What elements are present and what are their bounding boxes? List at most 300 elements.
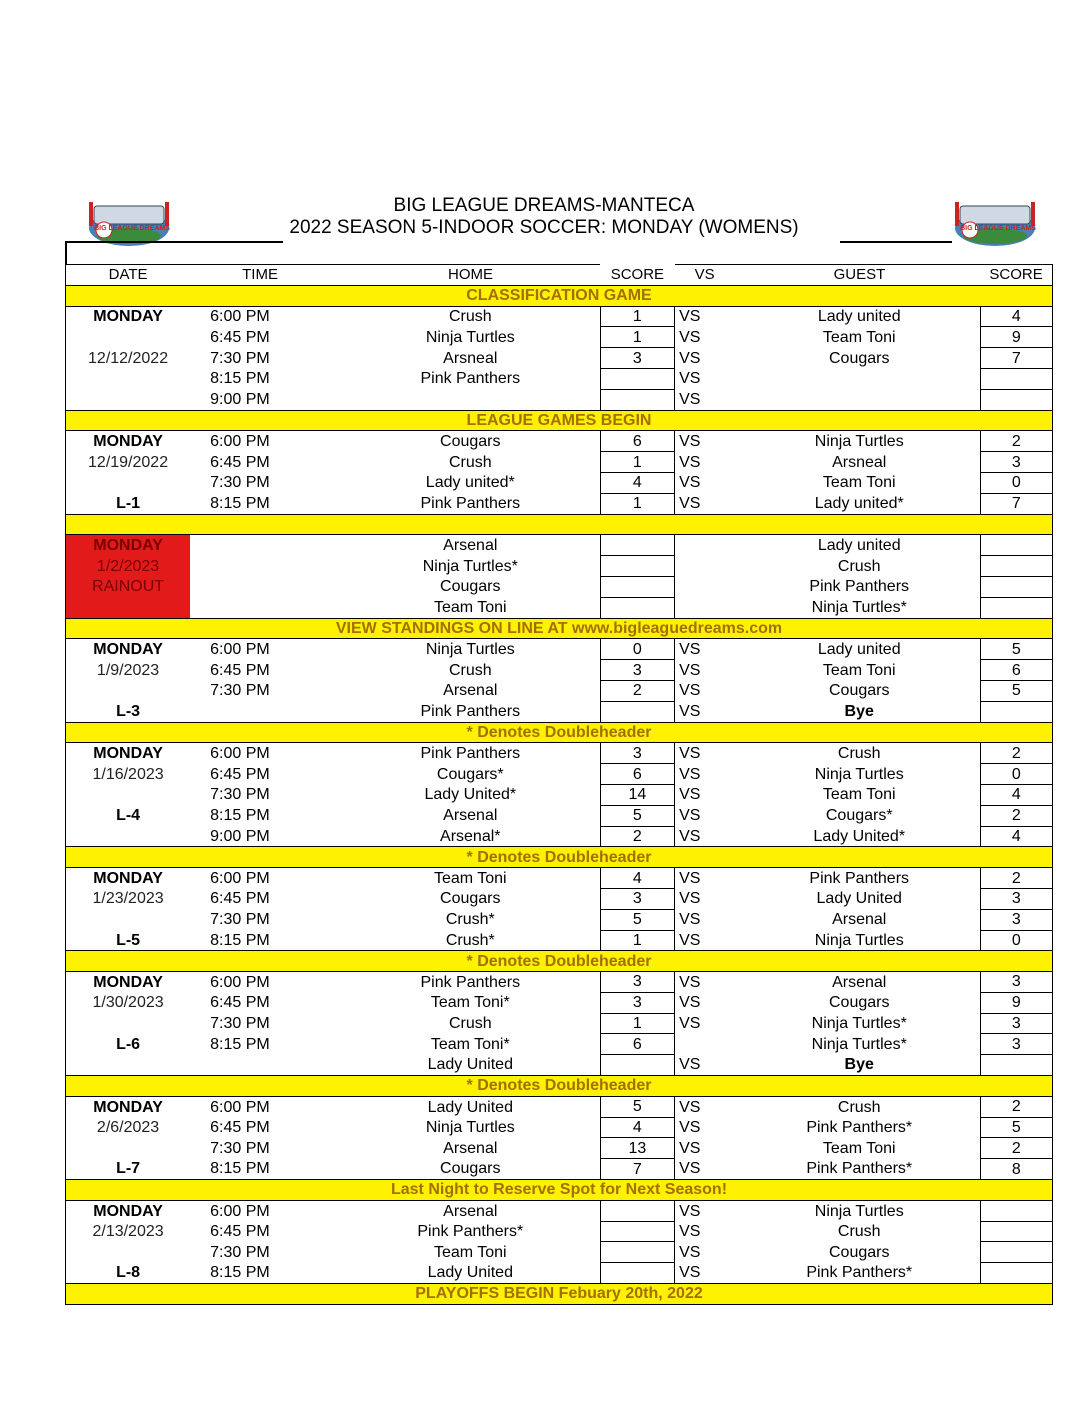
col-guest: GUEST bbox=[739, 265, 980, 286]
guest-team: Arsenal bbox=[832, 911, 887, 929]
game-time: 6:45 PM bbox=[210, 328, 270, 346]
game-row bbox=[66, 784, 1053, 805]
game-row bbox=[66, 639, 1053, 660]
vs-label: VS bbox=[679, 786, 701, 804]
home-score bbox=[600, 576, 674, 597]
home-team: Ninja Turtles bbox=[425, 1119, 515, 1137]
guest-team: Ninja Turtles* bbox=[811, 598, 907, 616]
schedule-table bbox=[65, 264, 1053, 1305]
game-time: 7:30 PM bbox=[210, 349, 270, 367]
home-score: 4 bbox=[600, 1117, 674, 1138]
game-date: MONDAY bbox=[66, 1096, 191, 1117]
home-score bbox=[600, 368, 674, 389]
guest-team: Pink Panthers* bbox=[806, 1264, 913, 1282]
home-score: 3 bbox=[600, 660, 674, 681]
vs-label bbox=[675, 597, 739, 618]
game-time: 7:30 PM bbox=[210, 1015, 270, 1033]
vs-label: VS bbox=[679, 890, 701, 908]
banner-text bbox=[66, 514, 1053, 535]
game-time: 7:30 PM bbox=[210, 911, 270, 929]
guest-team: Team Toni bbox=[822, 786, 896, 804]
vs-label: VS bbox=[679, 1243, 701, 1261]
col-home: HOME bbox=[341, 265, 600, 286]
game-date: L-3 bbox=[66, 701, 191, 722]
home-score bbox=[600, 535, 674, 556]
vs-label bbox=[675, 576, 739, 597]
game-date: MONDAY bbox=[66, 306, 191, 327]
home-team: Crush bbox=[448, 308, 492, 326]
home-team bbox=[341, 389, 600, 410]
home-score: 13 bbox=[600, 1138, 674, 1159]
game-row bbox=[66, 701, 1053, 722]
game-date: L-8 bbox=[66, 1263, 191, 1284]
home-team: Cougars bbox=[440, 890, 501, 908]
svg-text:BIG LEAGUE DREAMS: BIG LEAGUE DREAMS bbox=[960, 225, 1036, 232]
guest-team: Bye bbox=[844, 702, 874, 720]
game-time: 8:15 PM bbox=[210, 1035, 270, 1053]
home-score: 1 bbox=[600, 306, 674, 327]
game-time: 6:00 PM bbox=[210, 744, 270, 762]
home-score: 6 bbox=[600, 431, 674, 452]
home-team: Ninja Turtles bbox=[425, 328, 515, 346]
section-banner bbox=[66, 847, 1053, 868]
guest-score: 5 bbox=[980, 639, 1052, 660]
home-team: Arsenal bbox=[443, 1139, 498, 1157]
game-date: L-4 bbox=[66, 805, 191, 826]
game-time bbox=[190, 535, 341, 556]
home-team: Crush* bbox=[445, 911, 495, 929]
guest-score bbox=[980, 556, 1052, 577]
col-time: TIME bbox=[190, 265, 341, 286]
home-score: 0 bbox=[600, 639, 674, 660]
game-time: 8:15 PM bbox=[210, 931, 270, 949]
guest-score bbox=[980, 701, 1052, 722]
home-score: 1 bbox=[600, 1013, 674, 1034]
game-time: 8:15 PM bbox=[210, 494, 270, 512]
game-time: 7:30 PM bbox=[210, 474, 270, 492]
game-row bbox=[66, 764, 1053, 785]
game-time: 6:45 PM bbox=[210, 890, 270, 908]
banner-text: Last Night to Reserve Spot for Next Season! bbox=[66, 1180, 1053, 1201]
game-row bbox=[66, 493, 1053, 514]
guest-team: Ninja Turtles bbox=[814, 765, 904, 783]
home-score: 2 bbox=[600, 826, 674, 847]
guest-team: Crush bbox=[837, 1223, 881, 1241]
guest-score: 3 bbox=[980, 909, 1052, 930]
guest-team: Pink Panthers* bbox=[806, 1160, 913, 1178]
home-team: Crush bbox=[448, 1015, 492, 1033]
home-score bbox=[600, 597, 674, 618]
home-team: Ninja Turtles* bbox=[422, 557, 518, 575]
home-score: 7 bbox=[600, 1159, 674, 1180]
game-time: 6:45 PM bbox=[210, 1119, 270, 1137]
home-score: 3 bbox=[600, 992, 674, 1013]
guest-score bbox=[980, 535, 1052, 556]
game-date: MONDAY bbox=[66, 972, 191, 993]
game-row bbox=[66, 743, 1053, 764]
game-time: 6:00 PM bbox=[210, 308, 270, 326]
col-guest-score: SCORE bbox=[980, 265, 1052, 286]
guest-team: Cougars bbox=[828, 994, 890, 1012]
big-league-dreams-logo-right bbox=[952, 198, 1038, 248]
guest-team: Crush bbox=[837, 1098, 881, 1116]
guest-score bbox=[980, 1200, 1052, 1221]
game-time: 6:45 PM bbox=[210, 994, 270, 1012]
game-row bbox=[66, 992, 1053, 1013]
vs-label: VS bbox=[679, 1264, 701, 1282]
guest-score bbox=[980, 1221, 1052, 1242]
guest-team: Lady united* bbox=[814, 494, 904, 512]
game-date: MONDAY bbox=[66, 1200, 191, 1221]
game-row bbox=[66, 348, 1053, 369]
guest-team: Team Toni bbox=[822, 661, 896, 679]
guest-team: Arsenal bbox=[832, 973, 887, 991]
game-date bbox=[66, 909, 191, 930]
game-time: 6:00 PM bbox=[210, 1098, 270, 1116]
home-team: Cougars bbox=[440, 578, 501, 596]
guest-team: Cougars* bbox=[825, 807, 893, 825]
game-time: 7:30 PM bbox=[210, 682, 270, 700]
section-banner bbox=[66, 410, 1053, 431]
home-score: 1 bbox=[600, 327, 674, 348]
game-date bbox=[66, 389, 191, 410]
guest-team bbox=[739, 368, 980, 389]
column-header-row bbox=[66, 265, 1053, 286]
home-score: 5 bbox=[600, 1096, 674, 1117]
game-date: MONDAY bbox=[66, 743, 191, 764]
guest-score: 2 bbox=[980, 805, 1052, 826]
vs-label: VS bbox=[679, 433, 701, 451]
home-score: 5 bbox=[600, 909, 674, 930]
home-score: 2 bbox=[600, 680, 674, 701]
game-date bbox=[66, 472, 191, 493]
game-row bbox=[66, 1034, 1053, 1055]
game-date bbox=[66, 597, 191, 618]
guest-score bbox=[980, 1242, 1052, 1263]
game-time: 6:45 PM bbox=[210, 1223, 270, 1241]
guest-score: 2 bbox=[980, 868, 1052, 889]
banner-text: * Denotes Doubleheader bbox=[66, 1076, 1053, 1097]
guest-score: 7 bbox=[980, 348, 1052, 369]
home-score: 1 bbox=[600, 930, 674, 951]
game-date: 12/19/2022 bbox=[66, 452, 191, 473]
guest-score: 3 bbox=[980, 888, 1052, 909]
home-team: Crush bbox=[448, 661, 492, 679]
vs-label: VS bbox=[679, 474, 701, 492]
guest-score: 2 bbox=[980, 431, 1052, 452]
game-date: 1/2/2023 bbox=[66, 556, 191, 577]
home-team: Arsenal bbox=[443, 807, 498, 825]
game-time: 6:00 PM bbox=[210, 433, 270, 451]
guest-score: 4 bbox=[980, 784, 1052, 805]
home-team: Pink Panthers bbox=[420, 494, 521, 512]
guest-score: 7 bbox=[980, 493, 1052, 514]
guest-score: 3 bbox=[980, 1013, 1052, 1034]
banner-text: PLAYOFFS BEGIN Febuary 20th, 2022 bbox=[66, 1284, 1053, 1305]
guest-team: Crush bbox=[837, 744, 881, 762]
guest-team: Team Toni bbox=[822, 328, 896, 346]
guest-score: 9 bbox=[980, 327, 1052, 348]
home-team: Arsenal bbox=[443, 682, 498, 700]
game-date: 12/12/2022 bbox=[66, 348, 191, 369]
guest-score bbox=[980, 1055, 1052, 1076]
section-banner bbox=[66, 1284, 1053, 1305]
guest-score: 2 bbox=[980, 1138, 1052, 1159]
vs-label: VS bbox=[679, 1139, 701, 1157]
vs-label: VS bbox=[679, 640, 701, 658]
home-team: Pink Panthers* bbox=[417, 1223, 524, 1241]
home-score: 3 bbox=[600, 888, 674, 909]
guest-team: Ninja Turtles* bbox=[811, 1035, 907, 1053]
banner-text: * Denotes Doubleheader bbox=[66, 951, 1053, 972]
home-team: Cougars bbox=[440, 433, 501, 451]
guest-team: Ninja Turtles bbox=[814, 433, 904, 451]
home-score bbox=[600, 1200, 674, 1221]
game-date: 1/23/2023 bbox=[66, 888, 191, 909]
guest-team: Team Toni bbox=[822, 1139, 896, 1157]
home-team: Arsenal bbox=[443, 1202, 498, 1220]
section-banner bbox=[66, 951, 1053, 972]
col-vs: VS bbox=[675, 265, 739, 286]
section-banner bbox=[66, 285, 1053, 306]
header-rule-left bbox=[65, 241, 283, 243]
game-date: L-7 bbox=[66, 1159, 191, 1180]
guest-team: Ninja Turtles bbox=[814, 931, 904, 949]
game-date: MONDAY bbox=[66, 535, 191, 556]
guest-team: Crush bbox=[837, 557, 881, 575]
section-banner bbox=[66, 1076, 1053, 1097]
game-date bbox=[66, 1138, 191, 1159]
game-row bbox=[66, 972, 1053, 993]
guest-score bbox=[980, 597, 1052, 618]
guest-team: Lady United* bbox=[813, 827, 906, 845]
game-row bbox=[66, 1117, 1053, 1138]
game-time bbox=[190, 597, 341, 618]
game-date: L-5 bbox=[66, 930, 191, 951]
home-team: Pink Panthers bbox=[420, 744, 521, 762]
home-team: Ninja Turtles bbox=[425, 640, 515, 658]
guest-team: Cougars bbox=[828, 1243, 890, 1261]
game-row bbox=[66, 1159, 1053, 1180]
frame-left-edge bbox=[65, 241, 67, 265]
home-score: 1 bbox=[600, 452, 674, 473]
home-team: Lady United bbox=[427, 1056, 513, 1074]
home-score: 6 bbox=[600, 764, 674, 785]
game-row bbox=[66, 1138, 1053, 1159]
game-time bbox=[190, 576, 341, 597]
banner-text: VIEW STANDINGS ON LINE AT www.bigleaguedreams.com bbox=[66, 618, 1053, 639]
vs-label: VS bbox=[679, 328, 701, 346]
page-title: BIG LEAGUE DREAMS-MANTECA bbox=[393, 195, 695, 216]
home-team: Team Toni bbox=[433, 598, 507, 616]
vs-label: VS bbox=[679, 494, 701, 512]
col-date: DATE bbox=[66, 265, 191, 286]
game-time: 8:15 PM bbox=[210, 370, 270, 388]
home-score bbox=[600, 1055, 674, 1076]
home-team: Lady United bbox=[427, 1264, 513, 1282]
game-row bbox=[66, 535, 1053, 556]
guest-score: 6 bbox=[980, 660, 1052, 681]
home-score: 5 bbox=[600, 805, 674, 826]
home-team: Crush bbox=[448, 453, 492, 471]
guest-score: 3 bbox=[980, 1034, 1052, 1055]
game-time: 9:00 PM bbox=[210, 390, 270, 408]
vs-label: VS bbox=[679, 1119, 701, 1137]
vs-label: VS bbox=[679, 807, 701, 825]
home-team: Arsneal bbox=[443, 349, 498, 367]
svg-text:BIG LEAGUE DREAMS: BIG LEAGUE DREAMS bbox=[94, 225, 170, 232]
game-row bbox=[66, 1263, 1053, 1284]
guest-team: Bye bbox=[844, 1056, 874, 1074]
home-team: Lady United bbox=[427, 1098, 513, 1116]
guest-team: Lady United bbox=[816, 890, 902, 908]
home-score: 1 bbox=[600, 493, 674, 514]
vs-label: VS bbox=[679, 994, 701, 1012]
game-row bbox=[66, 1096, 1053, 1117]
guest-score: 5 bbox=[980, 680, 1052, 701]
guest-score: 3 bbox=[980, 452, 1052, 473]
game-date: MONDAY bbox=[66, 868, 191, 889]
guest-score: 0 bbox=[980, 930, 1052, 951]
game-time: 6:00 PM bbox=[210, 640, 270, 658]
game-row bbox=[66, 805, 1053, 826]
game-date bbox=[66, 826, 191, 847]
guest-score: 5 bbox=[980, 1117, 1052, 1138]
guest-score: 2 bbox=[980, 743, 1052, 764]
game-date bbox=[66, 327, 191, 348]
game-time: 6:00 PM bbox=[210, 973, 270, 991]
game-row bbox=[66, 868, 1053, 889]
home-score bbox=[600, 389, 674, 410]
vs-label: VS bbox=[679, 1056, 701, 1074]
vs-label: VS bbox=[679, 1015, 701, 1033]
home-score: 3 bbox=[600, 348, 674, 369]
game-time: 6:00 PM bbox=[210, 1202, 270, 1220]
game-time: 6:45 PM bbox=[210, 453, 270, 471]
guest-team: Pink Panthers bbox=[809, 869, 910, 887]
vs-label bbox=[675, 535, 739, 556]
guest-team: Cougars bbox=[828, 682, 890, 700]
game-row bbox=[66, 930, 1053, 951]
game-row bbox=[66, 826, 1053, 847]
game-row bbox=[66, 327, 1053, 348]
game-time: 8:15 PM bbox=[210, 807, 270, 825]
game-row bbox=[66, 680, 1053, 701]
home-score: 4 bbox=[600, 472, 674, 493]
banner-text: CLASSIFICATION GAME bbox=[66, 285, 1053, 306]
game-date bbox=[66, 368, 191, 389]
guest-team: Ninja Turtles bbox=[814, 1202, 904, 1220]
banner-text: * Denotes Doubleheader bbox=[66, 722, 1053, 743]
guest-team: Arsneal bbox=[832, 453, 887, 471]
game-row bbox=[66, 1221, 1053, 1242]
game-row bbox=[66, 472, 1053, 493]
guest-score: 4 bbox=[980, 826, 1052, 847]
guest-score bbox=[980, 368, 1052, 389]
game-row bbox=[66, 368, 1053, 389]
guest-score bbox=[980, 389, 1052, 410]
vs-label: VS bbox=[679, 1223, 701, 1241]
home-score bbox=[600, 1263, 674, 1284]
section-banner bbox=[66, 514, 1053, 535]
game-date: 1/30/2023 bbox=[66, 992, 191, 1013]
home-score bbox=[600, 701, 674, 722]
guest-team: Cougars bbox=[828, 349, 890, 367]
game-time: 7:30 PM bbox=[210, 1243, 270, 1261]
game-time: 6:45 PM bbox=[210, 661, 270, 679]
game-date: 1/16/2023 bbox=[66, 764, 191, 785]
vs-label: VS bbox=[679, 765, 701, 783]
vs-label: VS bbox=[679, 682, 701, 700]
home-team: Team Toni* bbox=[430, 1035, 510, 1053]
guest-score: 0 bbox=[980, 764, 1052, 785]
game-date bbox=[66, 1242, 191, 1263]
header-rule-right bbox=[840, 241, 952, 243]
game-date: 2/6/2023 bbox=[66, 1117, 191, 1138]
vs-label: VS bbox=[679, 869, 701, 887]
vs-label: VS bbox=[679, 370, 701, 388]
game-row bbox=[66, 888, 1053, 909]
game-date: L-6 bbox=[66, 1034, 191, 1055]
vs-label: VS bbox=[679, 1160, 701, 1178]
home-score: 3 bbox=[600, 743, 674, 764]
vs-label: VS bbox=[679, 661, 701, 679]
page-subtitle: 2022 SEASON 5-INDOOR SOCCER: MONDAY (WOMENS) bbox=[289, 217, 799, 238]
game-row bbox=[66, 556, 1053, 577]
vs-label: VS bbox=[679, 744, 701, 762]
game-time: 8:15 PM bbox=[210, 1160, 270, 1178]
guest-team: Pink Panthers* bbox=[806, 1119, 913, 1137]
game-row bbox=[66, 306, 1053, 327]
game-row bbox=[66, 1200, 1053, 1221]
home-team: Crush* bbox=[445, 931, 495, 949]
home-team: Team Toni bbox=[433, 1243, 507, 1261]
home-score: 3 bbox=[600, 972, 674, 993]
game-date bbox=[66, 1055, 191, 1076]
game-row bbox=[66, 576, 1053, 597]
home-score: 4 bbox=[600, 868, 674, 889]
home-score bbox=[600, 1242, 674, 1263]
vs-label: VS bbox=[679, 702, 701, 720]
guest-score: 2 bbox=[980, 1096, 1052, 1117]
game-row bbox=[66, 389, 1053, 410]
guest-score: 0 bbox=[980, 472, 1052, 493]
game-date: 2/13/2023 bbox=[66, 1221, 191, 1242]
game-date bbox=[66, 1013, 191, 1034]
home-score: 14 bbox=[600, 784, 674, 805]
game-date bbox=[66, 680, 191, 701]
section-banner bbox=[66, 1180, 1053, 1201]
home-score bbox=[600, 556, 674, 577]
guest-team bbox=[739, 389, 980, 410]
home-team: Pink Panthers bbox=[420, 370, 521, 388]
home-team: Cougars* bbox=[436, 765, 504, 783]
vs-label: VS bbox=[679, 973, 701, 991]
guest-score bbox=[980, 1263, 1052, 1284]
game-date bbox=[66, 784, 191, 805]
game-row bbox=[66, 1013, 1053, 1034]
game-time: 9:00 PM bbox=[210, 827, 270, 845]
game-date: 1/9/2023 bbox=[66, 660, 191, 681]
guest-team: Ninja Turtles* bbox=[811, 1015, 907, 1033]
game-time bbox=[190, 556, 341, 577]
guest-score: 3 bbox=[980, 972, 1052, 993]
vs-label: VS bbox=[679, 453, 701, 471]
vs-label: VS bbox=[679, 1098, 701, 1116]
home-team: Lady United* bbox=[424, 786, 517, 804]
banner-text: * Denotes Doubleheader bbox=[66, 847, 1053, 868]
game-row bbox=[66, 1242, 1053, 1263]
